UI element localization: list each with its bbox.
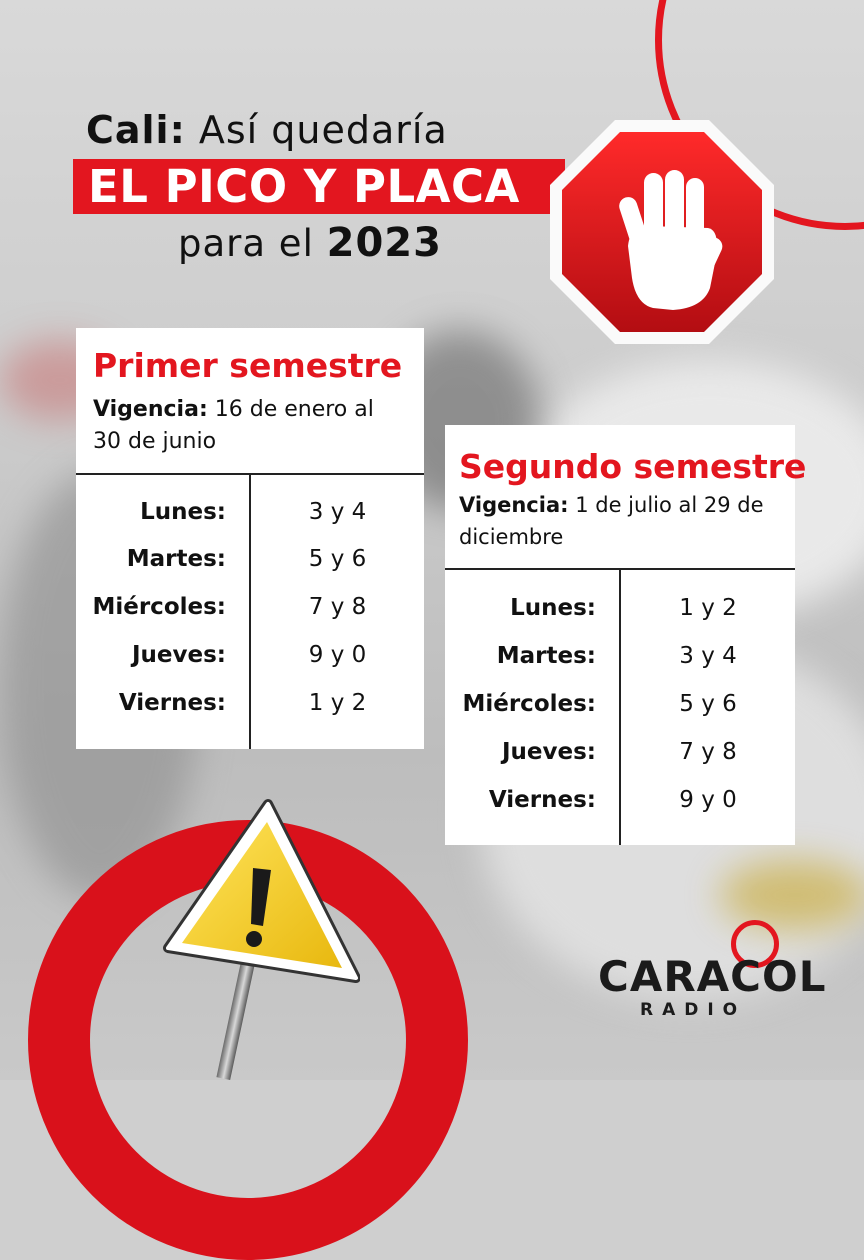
first-semester-validity: Vigencia: 16 de enero al 30 de junio bbox=[93, 397, 374, 454]
day-label: Lunes: bbox=[510, 595, 596, 621]
second-semester-validity: Vigencia: 1 de julio al 29 de diciembre bbox=[459, 493, 764, 549]
second-semester-title: Segundo semestre bbox=[459, 447, 807, 486]
day-label: Miércoles: bbox=[462, 691, 596, 717]
day-label: Viernes: bbox=[118, 690, 226, 716]
plate-digits: 1 y 2 bbox=[308, 690, 367, 716]
day-label: Martes: bbox=[496, 643, 596, 669]
day-label: Miércoles: bbox=[92, 594, 226, 620]
first-semester-title: Primer semestre bbox=[93, 346, 403, 385]
caracol-radio-logo bbox=[598, 918, 827, 1020]
plate-digits: 9 y 0 bbox=[308, 642, 367, 668]
day-label: Lunes: bbox=[140, 499, 226, 525]
second-semester-card bbox=[445, 425, 807, 845]
plate-digits: 5 y 6 bbox=[308, 546, 367, 572]
logo-brand-name: CARACOL bbox=[598, 952, 827, 1001]
day-label: Jueves: bbox=[501, 739, 596, 765]
title-line-3: para el 2023 bbox=[178, 220, 442, 266]
plate-digits: 7 y 8 bbox=[679, 739, 737, 765]
day-label: Viernes: bbox=[488, 787, 596, 813]
plate-digits: 3 y 4 bbox=[308, 499, 367, 525]
first-semester-card bbox=[76, 328, 424, 749]
title-banner-text: EL PICO Y PLACA bbox=[88, 160, 520, 213]
warning-sign-icon bbox=[150, 798, 360, 1080]
stop-sign-icon bbox=[548, 118, 776, 346]
plate-digits: 9 y 0 bbox=[679, 787, 737, 813]
plate-digits: 3 y 4 bbox=[679, 643, 737, 669]
day-label: Jueves: bbox=[131, 642, 226, 668]
plate-digits: 1 y 2 bbox=[679, 595, 737, 621]
plate-digits: 7 y 8 bbox=[308, 594, 367, 620]
plate-digits: 5 y 6 bbox=[679, 691, 737, 717]
logo-subtitle: RADIO bbox=[640, 1000, 747, 1020]
day-label: Martes: bbox=[126, 546, 226, 572]
title-line-1: Cali: Así quedaría bbox=[86, 108, 448, 152]
